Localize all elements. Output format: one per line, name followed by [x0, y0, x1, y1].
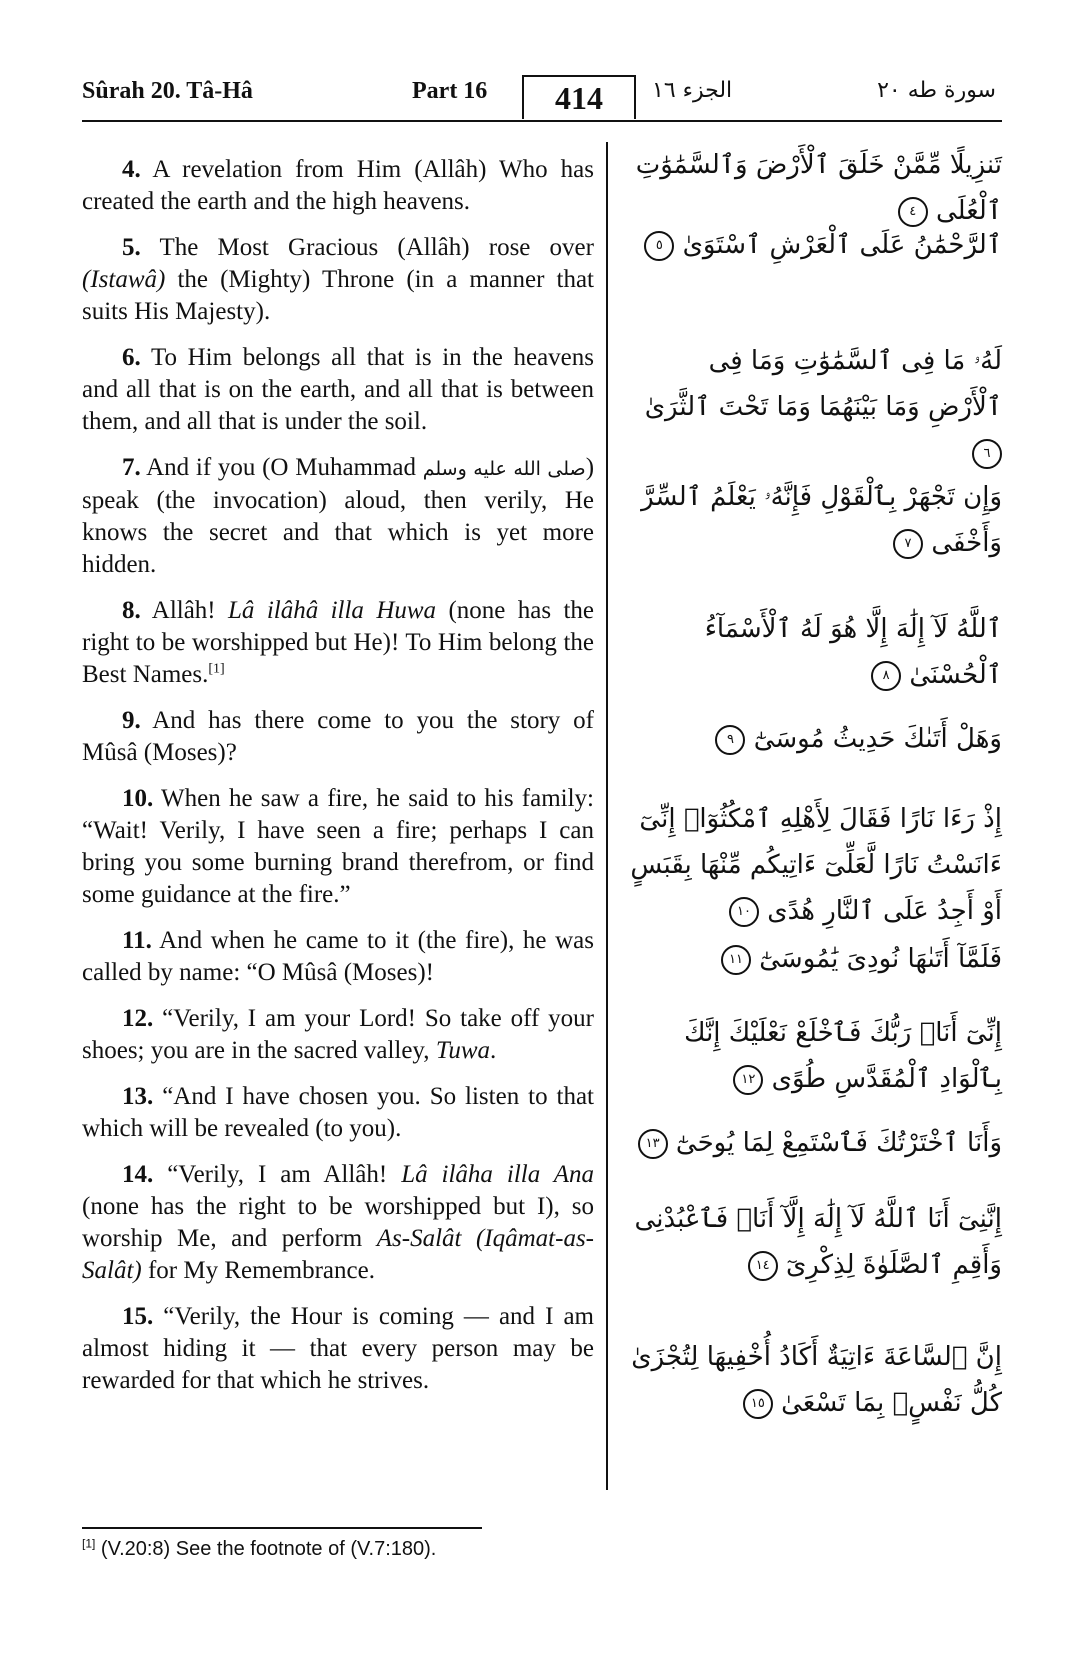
arabic-verse-6: [630, 338, 1002, 476]
arabic-text: وَهَلْ أَتَىٰكَ حَدِيثُ مُوسَىٰٓ: [753, 724, 1002, 754]
verse-number: 12.: [122, 1005, 154, 1032]
arabic-text: إِنَّنِىٓ أَنَا ٱللَّهُ لَآ إِلَٰهَ إِلَّآ أَنَا۠ فَٱعْبُدْنِى وَأَقِمِ ٱلصَّلَوٰةَ لِذِكْرِىٓ: [634, 1204, 1002, 1280]
arabic-verse-9: [630, 716, 1002, 762]
verse-number: 8.: [122, 597, 141, 624]
column-divider: [606, 142, 608, 1490]
verse-number: 10.: [122, 785, 154, 812]
ayah-marker-icon: ١٠: [729, 897, 759, 927]
verse-text: The Most Gracious (Allâh) rose over: [159, 234, 594, 261]
verse-13: [82, 1081, 594, 1145]
verse-text: A revelation from Him (Allâh) Who has created the earth and the high heavens.: [82, 156, 594, 215]
verse-text: ) speak (the invocation) aloud, then verily, He knows the secret and that which is yet more hidden.: [82, 454, 595, 578]
header-rule: [82, 120, 1002, 122]
verse-text: Allâh!: [151, 597, 229, 624]
verse-number: 5.: [122, 234, 141, 261]
ayah-marker-icon: ٤: [898, 197, 928, 227]
verse-8: [82, 595, 594, 691]
verse-italic: Tuwa: [435, 1037, 491, 1064]
arabic-verse-14: [630, 1196, 1002, 1288]
verse-text: for My Remembrance.: [141, 1257, 375, 1284]
verse-number: 6.: [122, 344, 141, 371]
verse-text: (none has the right to be worshipped but He)! To Him belong the Best Names.: [82, 597, 595, 688]
verse-9: [82, 705, 594, 769]
verse-14: [82, 1159, 594, 1287]
surah-title: Sûrah 20. Tâ-Hâ: [82, 78, 253, 104]
footnote-marker: [1]: [82, 1536, 96, 1551]
verse-6: [82, 342, 594, 438]
verse-11: [82, 925, 594, 989]
verse-text: (none has the right to be worshipped but I), so worship Me, and perform: [82, 1193, 594, 1252]
arabic-verse-10: [630, 796, 1002, 934]
arabic-text: لَهُۥ مَا فِى ٱلسَّمَٰوَٰتِ وَمَا فِى ٱلْأَرْضِ وَمَا بَيْنَهُمَا وَمَا تَحْتَ ٱلثَّرَىٰ: [644, 346, 1002, 422]
arabic-text: ٱلرَّحْمَٰنُ عَلَى ٱلْعَرْشِ ٱسْتَوَىٰ: [682, 230, 1002, 260]
arabic-text: إِنِّىٓ أَنَا۠ رَبُّكَ فَٱخْلَعْ نَعْلَيْكَ إِنَّكَ بِٱلْوَادِ ٱلْمُقَدَّسِ طُوًى: [684, 1018, 1002, 1094]
verse-text: “And I have chosen you. So listen to that which will be revealed (to you).: [82, 1083, 594, 1142]
verse-text: When he saw a fire, he said to his family: “Wait! Verily, I have seen a fire; perhaps I can bring you some burning brand therefrom, or find some guidance at the fire.”: [82, 785, 594, 908]
page-header: [82, 78, 1002, 122]
verse-text: [461, 1225, 476, 1252]
ayah-marker-icon: ٧: [893, 529, 923, 559]
verse-text: And when he came to it (the fire), he was called by name: “O Mûsâ (Moses)!: [82, 927, 595, 986]
ayah-marker-icon: ١٢: [733, 1065, 763, 1095]
verse-text: To Him belongs all that is in the heavens and all that is on the earth, and all that is between them, and all that is under the soil.: [82, 344, 594, 435]
verse-italic: Lâ ilâha illa Ana: [401, 1161, 594, 1188]
arabic-text: وَإِن تَجْهَرْ بِٱلْقَوْلِ فَإِنَّهُۥ يَعْلَمُ ٱلسِّرَّ وَأَخْفَى: [641, 482, 1002, 558]
arabic-text: ٱللَّهُ لَآ إِلَٰهَ إِلَّا هُوَ لَهُ ٱلْأَسْمَآءُ ٱلْحُسْنَىٰ: [704, 614, 1002, 690]
arabic-verse-7: [630, 474, 1002, 566]
verse-italic: (Iqâmat-as-Salât): [82, 1225, 594, 1284]
ayah-marker-icon: ٦: [972, 439, 1002, 469]
arabic-verse-8: [630, 606, 1002, 698]
verse-number: 4.: [122, 156, 141, 183]
verse-10: [82, 783, 594, 911]
verse-text: “Verily, the Hour is coming — and I am almost hiding it — that every person may be rewarded for that which he strives.: [82, 1303, 594, 1394]
arabic-verse-12: [630, 1010, 1002, 1102]
ayah-marker-icon: ٥: [644, 231, 674, 261]
arabic-juz-label: الجزء ١٦: [652, 78, 733, 103]
page-number: 414: [522, 75, 636, 119]
ayah-marker-icon: ١١: [721, 945, 751, 975]
arabic-surah-label: سورة طه ٢٠: [877, 78, 996, 103]
arabic-verse-15: [630, 1334, 1002, 1426]
verse-number: 7.: [122, 454, 141, 481]
verse-number: 15.: [122, 1303, 154, 1330]
verse-italic: Lâ ilâhâ illa Huwa: [228, 597, 437, 624]
ayah-marker-icon: ٨: [871, 661, 901, 691]
ayah-marker-icon: ٩: [715, 725, 745, 755]
verse-7: [82, 452, 594, 581]
ayah-marker-icon: ١٣: [638, 1129, 668, 1159]
verse-number: 13.: [122, 1083, 154, 1110]
verse-text: “Verily, I am Allâh!: [167, 1161, 402, 1188]
arabic-verse-4: [630, 142, 1002, 234]
footnote: [82, 1538, 436, 1561]
arabic-verse-5: [630, 222, 1002, 268]
arabic-verse-13: [630, 1120, 1002, 1166]
verse-italic: As-Salât: [376, 1225, 462, 1252]
verse-text: .: [490, 1037, 497, 1064]
verse-italic: (Istawâ): [82, 266, 166, 293]
arabic-text: إِذْ رَءَا نَارًا فَقَالَ لِأَهْلِهِ ٱمْكُثُوٓا۟ إِنِّىٓ ءَانَسْتُ نَارًا لَّعَلِّىٓ ءَاتِيكُم مِّنْهَا بِقَبَسٍ أَوْ أَجِدُ عَلَى ٱلنَّارِ هُدًى: [630, 804, 1002, 926]
arabic-text: إِنَّ ٱلسَّاعَةَ ءَاتِيَةٌ أَكَادُ أُخْفِيهَا لِتُجْزَىٰ كُلُّ نَفْسٍۭ بِمَا تَسْعَىٰ: [631, 1342, 1002, 1418]
english-column: [82, 154, 594, 1411]
verse-number: 9.: [122, 707, 141, 734]
verse-4: [82, 154, 594, 218]
verse-text: “Verily, I am your Lord! So take off your shoes; you are in the sacred valley,: [82, 1005, 595, 1064]
arabic-salutation: صلى الله عليه وسلم: [422, 458, 586, 480]
verse-15: [82, 1301, 594, 1397]
footnote-text: (V.20:8) See the footnote of (V.7:180).: [100, 1538, 437, 1560]
verse-text: And if you (O Muhammad: [146, 454, 423, 481]
verse-12: [82, 1003, 594, 1067]
ayah-marker-icon: ١٥: [743, 1389, 773, 1419]
arabic-verse-11: [630, 936, 1002, 982]
verse-text: the (Mighty) Throne (in a manner that suits His Majesty).: [82, 266, 594, 325]
verse-number: 14.: [122, 1161, 154, 1188]
ayah-marker-icon: ١٤: [748, 1251, 778, 1281]
footnote-rule: [82, 1527, 482, 1529]
arabic-text: وَأَنَا ٱخْتَرْتُكَ فَٱسْتَمِعْ لِمَا يُوحَىٰٓ: [675, 1128, 1002, 1158]
arabic-text: فَلَمَّآ أَتَىٰهَا نُودِىَ يَٰمُوسَىٰٓ: [759, 944, 1002, 974]
footnote-reference[interactable]: [1]: [208, 661, 225, 677]
verse-text: And has there come to you the story of Mûsâ (Moses)?: [82, 707, 595, 766]
part-label: Part 16: [412, 78, 488, 104]
arabic-text: تَنزِيلًا مِّمَّنْ خَلَقَ ٱلْأَرْضَ وَٱلسَّمَٰوَٰتِ ٱلْعُلَى: [635, 150, 1002, 226]
verse-5: [82, 232, 594, 328]
verse-number: 11.: [122, 927, 152, 954]
